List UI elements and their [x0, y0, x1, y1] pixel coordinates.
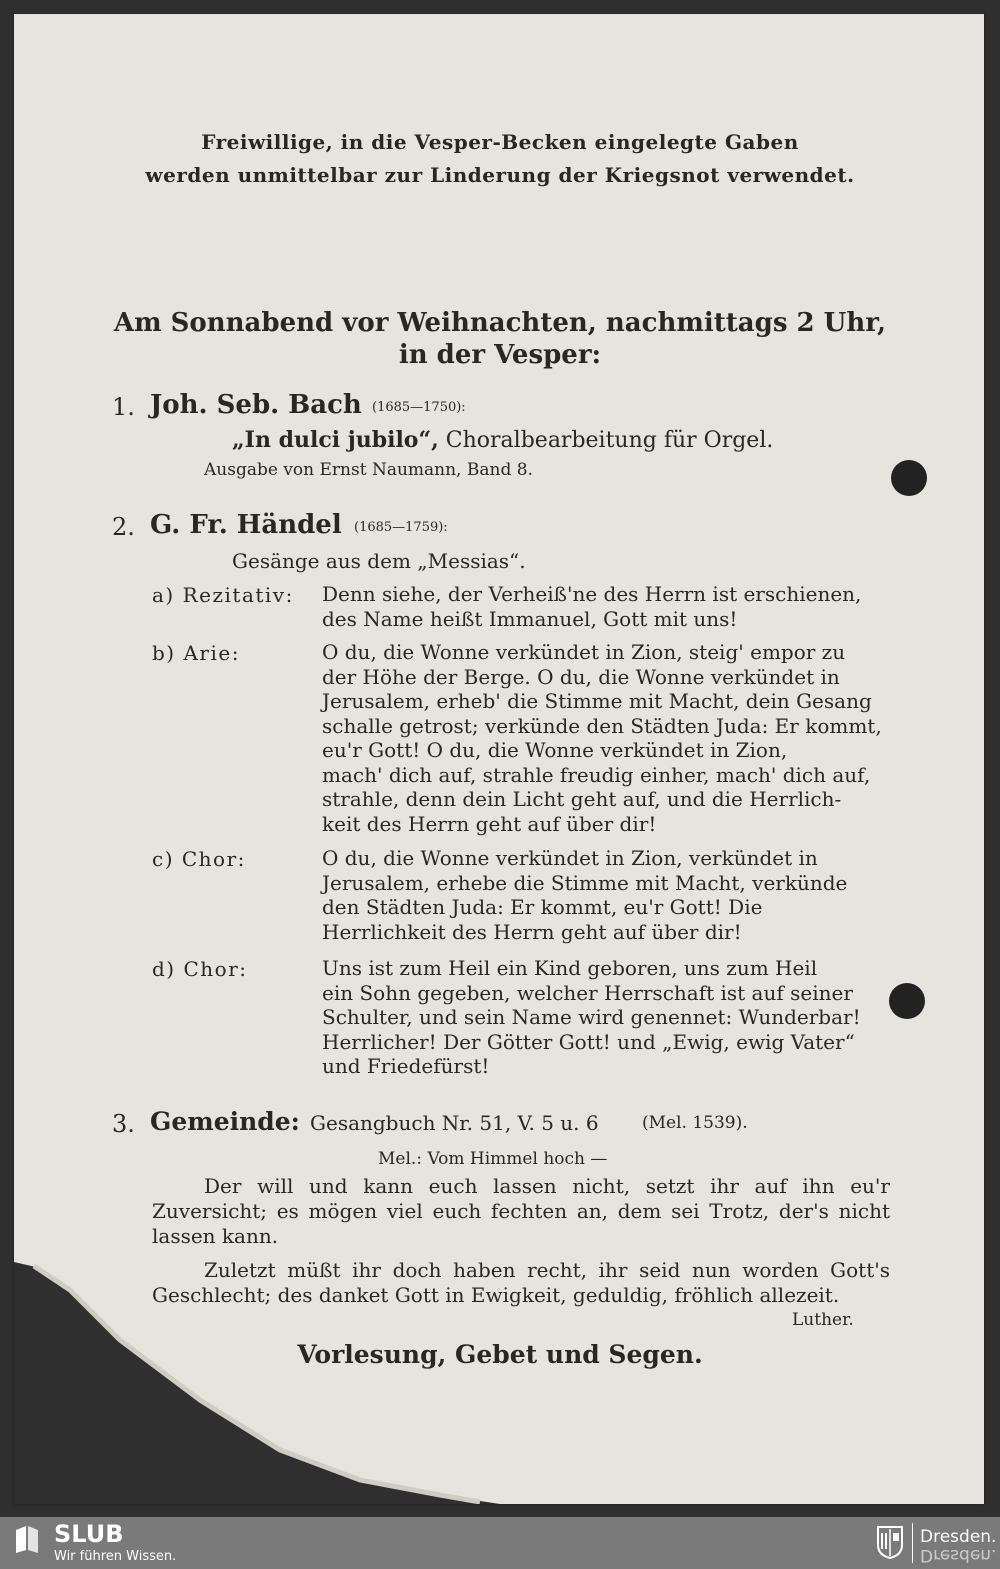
- edition-note: Ausgabe von Ernst Naumann, Band 8.: [204, 460, 533, 480]
- composer-name: Joh. Seb. Bach: [150, 390, 362, 420]
- hymn-verse-2: Zuletzt müßt ihr doch haben recht, ihr seid nun worden Gott's Geschlecht; des danket Gott in Ewigkeit, geduldig, fröhlich allezeit.: [152, 1258, 890, 1307]
- punch-hole-top: [891, 460, 927, 496]
- city-name: Dresden.: [920, 1527, 997, 1547]
- piece-title-line: [232, 427, 773, 453]
- piece-subtitle: Choralbearbeitung für Orgel.: [445, 428, 774, 453]
- text-line: und Friedefürst!: [322, 1054, 490, 1078]
- notice-line-1: Freiwillige, in die Vesper-Becken eingelegte Gaben: [201, 130, 799, 154]
- text-line: den Städten Juda: Er kommt, eu'r Gott! Die: [322, 895, 763, 919]
- library-name: SLUB: [54, 1520, 124, 1548]
- item-number: 2.: [112, 513, 135, 541]
- text-line: O du, die Wonne verkündet in Zion, steig' empor zu: [322, 640, 846, 664]
- part-text: [322, 582, 888, 631]
- text-line: Jerusalem, erheb' die Stimme mit Macht, dein Gesang: [322, 689, 872, 713]
- text-line: Herrlichkeit des Herrn geht auf über dir!: [322, 919, 742, 944]
- library-tagline: Wir führen Wissen.: [54, 1549, 177, 1564]
- text-line: Uns ist zum Heil ein Kind geboren, uns zum Heil: [322, 956, 818, 980]
- text-line: Schulter, und sein Name wird genennet: Wunderbar!: [322, 1005, 861, 1029]
- item-number: 1.: [112, 393, 135, 421]
- piece-title: „In dulci jubilo“,: [232, 427, 439, 453]
- part-text: [322, 640, 888, 836]
- text-line: strahle, denn dein Licht geht auf, und die Herrlich-: [322, 787, 842, 811]
- text-line: Denn siehe, der Verheiß'ne des Herrn ist erschienen,: [322, 582, 862, 606]
- closing-line: Vorlesung, Gebet und Segen.: [297, 1340, 703, 1369]
- composer-name: G. Fr. Händel: [150, 510, 342, 540]
- city-crest-icon: [876, 1525, 904, 1559]
- text-line: eu'r Gott! O du, die Wonne verkündet in Zion,: [322, 738, 788, 762]
- text-line: ein Sohn gegeben, welcher Herrschaft ist auf seiner: [322, 980, 853, 1005]
- hymn-author: Luther.: [792, 1310, 854, 1330]
- punch-hole-bottom: [889, 983, 925, 1019]
- text-line: Jerusalem, erhebe die Stimme mit Macht, verkünde: [322, 870, 848, 895]
- melody-number: (Mel. 1539).: [642, 1113, 748, 1133]
- congregation-label: Gemeinde:: [150, 1107, 300, 1136]
- book-icon: [14, 1524, 40, 1554]
- city-name-reflection: Dresden.: [920, 1545, 997, 1565]
- part-label: d) Chor:: [152, 957, 248, 981]
- text-line: mach' dich auf, strahle freudig einher, mach' dich auf,: [322, 762, 871, 787]
- composer-years: (1685—1750):: [372, 400, 466, 415]
- text-line: O du, die Wonne verkündet in Zion, verkündet in: [322, 846, 818, 870]
- footer-bar: [0, 1517, 1000, 1569]
- work-subtitle: Gesänge aus dem „Messias“.: [232, 549, 526, 573]
- hymn-verse-1: Der will und kann euch lassen nicht, setzt ihr auf ihn eu'r Zuversicht; es mögen viel euch fechten an, dem sei Trotz, der's nicht lassen kann.: [152, 1174, 890, 1248]
- melody-note: Mel.: Vom Himmel hoch —: [378, 1149, 608, 1169]
- part-label: a) Rezitativ:: [152, 583, 294, 607]
- footer-divider: [912, 1523, 913, 1563]
- event-heading-line-1: Am Sonnabend vor Weihnachten, nachmittags 2 Uhr,: [113, 308, 887, 338]
- text-line: Herrlicher! Der Götter Gott! und „Ewig, ewig Vater“: [322, 1029, 855, 1054]
- item-number: 3.: [112, 1110, 135, 1138]
- part-text: [322, 956, 888, 1079]
- composer-years: (1685—1759):: [354, 520, 448, 535]
- text-line: des Name heißt Immanuel, Gott mit uns!: [322, 606, 738, 631]
- notice-line-2: werden unmittelbar zur Linderung der Kriegsnot verwendet.: [145, 163, 855, 187]
- part-text: [322, 846, 888, 944]
- text-line: der Höhe der Berge. O du, die Wonne verkündet in: [322, 664, 840, 689]
- part-label: c) Chor:: [152, 847, 246, 871]
- text-line: keit des Herrn geht auf über dir!: [322, 811, 657, 836]
- part-label: b) Arie:: [152, 641, 240, 665]
- text-line: schalle getrost; verkünde den Städten Juda: Er kommt,: [322, 713, 882, 738]
- event-heading-line-2: in der Vesper:: [398, 340, 602, 370]
- hymnal-reference: Gesangbuch Nr. 51, V. 5 u. 6: [310, 1111, 599, 1135]
